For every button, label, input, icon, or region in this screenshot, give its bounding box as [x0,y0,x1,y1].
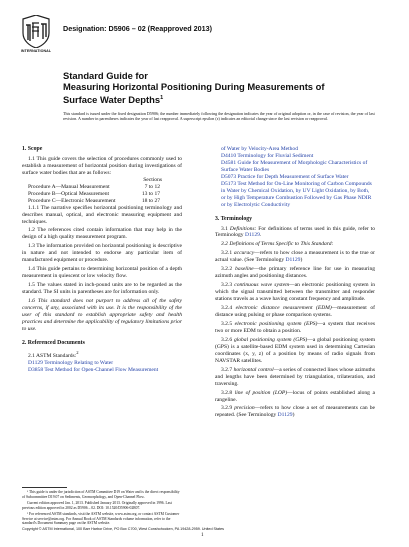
section-row: Procedure C—Electronic Measurement 18 to 27 [28,197,160,204]
scope-1-1: 1.1 This guide covers the selection of procedures commonly used to establish a measurement of horizontal position during investigations of surface water bodies that are as follows: [22,155,182,176]
term-3-2-3: 3.2.3 continuous wave system—an electronic positioning system in which the signal transmitted between the transmitter and responder stations travels as a wave having constant frequency and amplitude. [215,282,375,303]
ref-item[interactable]: of Water by Velocity-Area Method [221,146,298,152]
footnote-rule [22,487,67,488]
title-line-3: Surface Water Depths$^1$ [63,93,164,105]
designation: Designation: D5906 – 02 (Reapproved 2013) [63,24,212,33]
ref-item[interactable]: D3858 Test Method for Open-Channel Flow Measurement [28,366,159,373]
term-3-2-5: 3.2.5 electronic positioning system (EPS)—a system that receives two or more EDM to obtain a position. [215,320,375,334]
term-3-1: 3.1 Definitions: For definitions of terms used in this guide, refer to Terminology D1129. [215,225,376,239]
link-d1129[interactable]: D1129 [244,232,260,239]
scope-1-5: 1.5 The values stated in inch-pound units are to be regarded as the standard. The SI units in parentheses are for information only. [22,282,182,296]
astm-logo [22,15,50,48]
footnote-1: ¹ This guide is under the jurisdiction of ASTM Committee D19 on Water and is the direct responsibility of Subcommittee D19.07 on Sediments, Geomorphology, and Open-Channel Flow. [22,490,180,499]
astm-logo-icon [22,15,50,48]
term-3-2-6: 3.2.6 global positioning system (GPS)—a global positioning system (GPS) is a satellite-based EDM system used in determining Cartesian coordinates (x, y, z) of a position by means of radio signals from NAVSTAR satellites. [215,336,376,364]
link-d1129[interactable]: D1129 [277,412,293,419]
term-3-2-8: 3.2.8 line of position (LOP)—locus of points established along a rangeline. [215,389,375,403]
referenced-documents-heading: 2. Referenced Documents [22,339,85,346]
ref-item[interactable]: D4581 Guide for Measurement of Morphologic Characteristics of Surface Water Bodies [221,159,368,173]
sections-label: Sections [143,176,162,183]
title-line-1: Standard Guide for [63,70,148,81]
footnote-1-edition: Current edition approved Jan. 1, 2013. Published January 2013. Originally approved in 1996. Last previous edition approved in 2002 as D5906 – 02. DOI: 10.1520/D5906-02R07. [22,500,172,510]
section-row: Procedure B—Optical Measurement 13 to 17 [28,190,160,197]
term-3-2: 3.2 Definitions of Terms Specific to This Standard: [221,241,334,248]
page-number: 1 [201,532,204,538]
link-d1129[interactable]: D1129 [285,257,301,264]
term-3-2-1: 3.2.1 accuracy—refers to how close a measurement is to the true or actual value. (See Terminology D1129) [215,250,375,264]
scope-1-3: 1.3 The information provided on horizontal positioning is descriptive in nature and not intended to endorse any particular item of manufactured equipment or procedure. [22,243,182,264]
ref-item[interactable]: D4410 Terminology for Fluvial Sediment [221,152,314,159]
ref-item[interactable]: D5073 Practice for Depth Measurement of Surface Water [221,173,349,180]
footnote-2: ² For referenced ASTM standards, visit the ASTM website, www.astm.org, or contact ASTM Customer Service at service@astm.org. For Annual Book of ASTM Standards volume information, refer to the standard's Document Summary page on the ASTM website. [22,511,180,526]
issuance-notice: This standard is issued under the fixed designation D5906; the number immediately following the designation indicates the year of original adoption or, in the case of revision, the year of last revision. A number in parentheses indicates the year of last reapproval. A superscript epsilon (ε) indicates an editorial change since the last revision or reapproval. [63,111,375,122]
term-3-2-7: 3.2.7 horizontal control—a series of connected lines whose azimuths and lengths have been determined by triangulation, trilateration, and traversing. [215,366,375,387]
ref-item[interactable]: D5173 Test Method for On-Line Monitoring of Carbon Compounds in Water by Chemical Oxidation, by UV Light Oxidation, by Both, or by High Temperature Combustion Followed by Gas Phase NDIR or by Electrolytic Conductivity [221,180,372,208]
section-row: Procedure A—Manual Measurement 7 to 12 [28,183,160,190]
logo-wordmark: INTERNATIONAL [20,49,52,53]
term-3-2-4: 3.2.4 electronic distance measurement (EDM)—measurement of distance using pulsing or phase comparison systems. [215,305,375,319]
scope-1-1-1: 1.1.1 The narrative specifies horizontal positioning terminology and describes manual, optical, and electronic measuring equipment and techniques. [22,204,182,225]
document-title [63,70,393,105]
scope-1-4: 1.4 This guide pertains to determining horizontal position of a depth measurement in quiescent or low velocity flow. [22,266,182,280]
terminology-heading: 3. Terminology [215,215,253,222]
term-3-2-2: 3.2.2 baseline—the primary reference line for use in measuring azimuth angles and positioning distances. [215,266,375,280]
scope-1-2: 1.2 The references cited contain information that may help in the design of a high quality measurement program. [22,227,182,241]
term-3-2-9: 3.2.9 precision—refers to how close a set of measurements can be repeated. (See Terminology D1129) [215,405,376,419]
ref-item[interactable]: D1129 Terminology Relating to Water [28,359,114,366]
astm-standards-label: 2.1 ASTM Standards:$^2$ [28,349,79,359]
right-column [215,146,375,419]
title-footnote-mark: 1 [160,94,164,101]
copyright-footer: Copyright © ASTM International, 100 Barr Harbor Drive, PO Box C700, West Conshohocken, PA 19428-2959. United States [22,527,225,531]
scope-1-6: 1.6 This standard does not purport to address all of the safety concerns, if any, associated with its use. It is the responsibility of the user of this standard to establish appropriate safety and health practices and determine the applicability of regulatory limitations prior to use. [22,298,182,332]
scope-heading: 1. Scope [22,146,43,152]
footnotes [22,490,182,527]
left-column [22,146,182,373]
title-line-2: Measuring Horizontal Positioning During Measurements of [63,81,325,93]
